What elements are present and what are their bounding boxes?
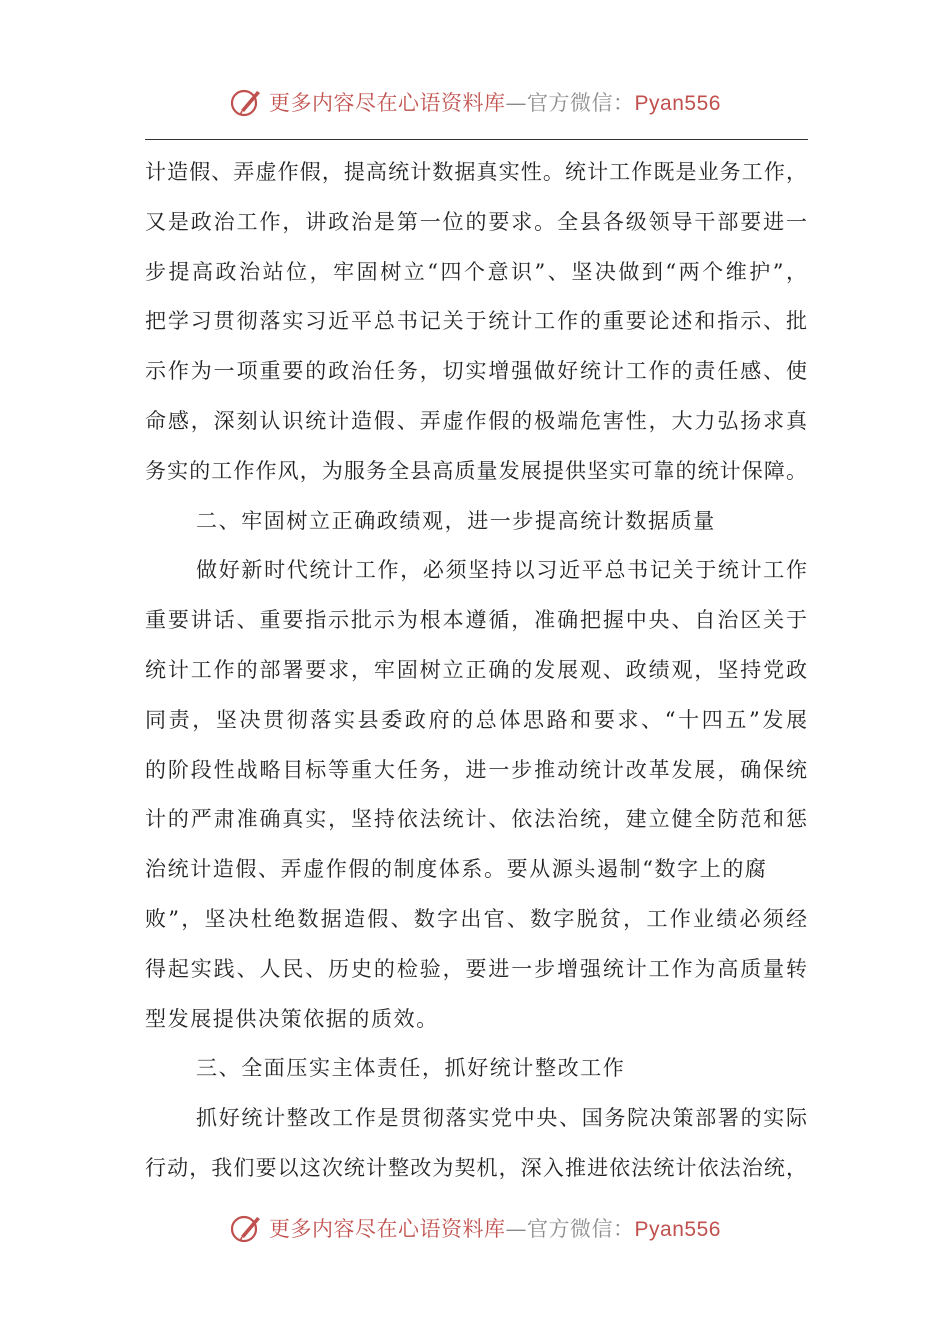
body-line: 把学习贯彻落实习近平总书记关于统计工作的重要论述和指示、批 <box>145 309 807 334</box>
body-line: 做好新时代统计工作，必须坚持以习近平总书记关于统计工作 <box>196 558 807 583</box>
body-line: 计的严肃准确真实，坚持依法统计、依法治统，建立健全防范和惩 <box>145 807 807 832</box>
body-line: 命感，深刻认识统计造假、弄虚作假的极端危害性，大力弘扬求真 <box>145 408 807 433</box>
body-line: 统计工作的部署要求，牢固树立正确的发展观、政绩观，坚持党政 <box>145 657 807 682</box>
quill-pen-circle-icon <box>229 1211 263 1245</box>
body-line: 得起实践、人民、历史的检验，要进一步增强统计工作为高质量转 <box>145 956 807 981</box>
body-line: 计造假、弄虚作假，提高统计数据真实性。统计工作既是业务工作， <box>145 160 807 184</box>
watermark-text <box>269 1213 721 1243</box>
header-watermark <box>0 82 950 122</box>
body-line: 型发展提供决策依据的质效。 <box>145 1006 439 1031</box>
watermark-site-text: 更多内容尽在心语资料库 <box>269 91 506 115</box>
watermark-label: 官方微信： <box>527 91 635 115</box>
body-line: 同责，坚决贯彻落实县委政府的总体思路和要求、“十四五”发展 <box>145 707 807 732</box>
watermark-text <box>269 87 721 117</box>
body-line: 重要讲话、重要指示批示为根本遵循，准确把握中央、自治区关于 <box>145 608 807 633</box>
watermark-site-text: 更多内容尽在心语资料库 <box>269 1217 506 1241</box>
watermark-wechat-id: Pyan556 <box>634 92 721 115</box>
body-line: 治统计造假、弄虚作假的制度体系。要从源头遏制“数字上的腐 <box>145 857 768 882</box>
header-divider <box>145 139 808 140</box>
section-heading-3: 三、全面压实主体责任，抓好统计整改工作 <box>196 1056 626 1081</box>
body-line: 示作为一项重要的政治任务，切实增强做好统计工作的责任感、使 <box>145 359 807 384</box>
body-line: 的阶段性战略目标等重大任务，进一步推动统计改革发展，确保统 <box>145 757 807 782</box>
quill-pen-circle-icon <box>229 85 263 119</box>
body-line: 行动，我们要以这次统计整改为契机，深入推进依法统计依法治统， <box>145 1155 807 1180</box>
footer-watermark <box>0 1208 950 1248</box>
body-line: 又是政治工作，讲政治是第一位的要求。全县各级领导干部要进一 <box>145 209 807 234</box>
watermark-label: 官方微信： <box>527 1217 635 1241</box>
watermark-dash: — <box>505 1217 528 1241</box>
body-line: 抓好统计整改工作是贯彻落实党中央、国务院决策部署的实际 <box>196 1106 807 1131</box>
body-line: 步提高政治站位，牢固树立“四个意识”、坚决做到“两个维护”， <box>145 259 807 284</box>
body-line: 务实的工作作风，为服务全县高质量发展提供坚实可靠的统计保障。 <box>145 458 807 483</box>
watermark-wechat-id: Pyan556 <box>634 1218 721 1241</box>
section-heading-2: 二、牢固树立正确政绩观，进一步提高统计数据质量 <box>196 508 716 533</box>
watermark-dash: — <box>505 91 528 115</box>
body-line: 败”，坚决杜绝数据造假、数字出官、数字脱贫，工作业绩必须经 <box>145 906 807 931</box>
document-body <box>145 152 807 1198</box>
